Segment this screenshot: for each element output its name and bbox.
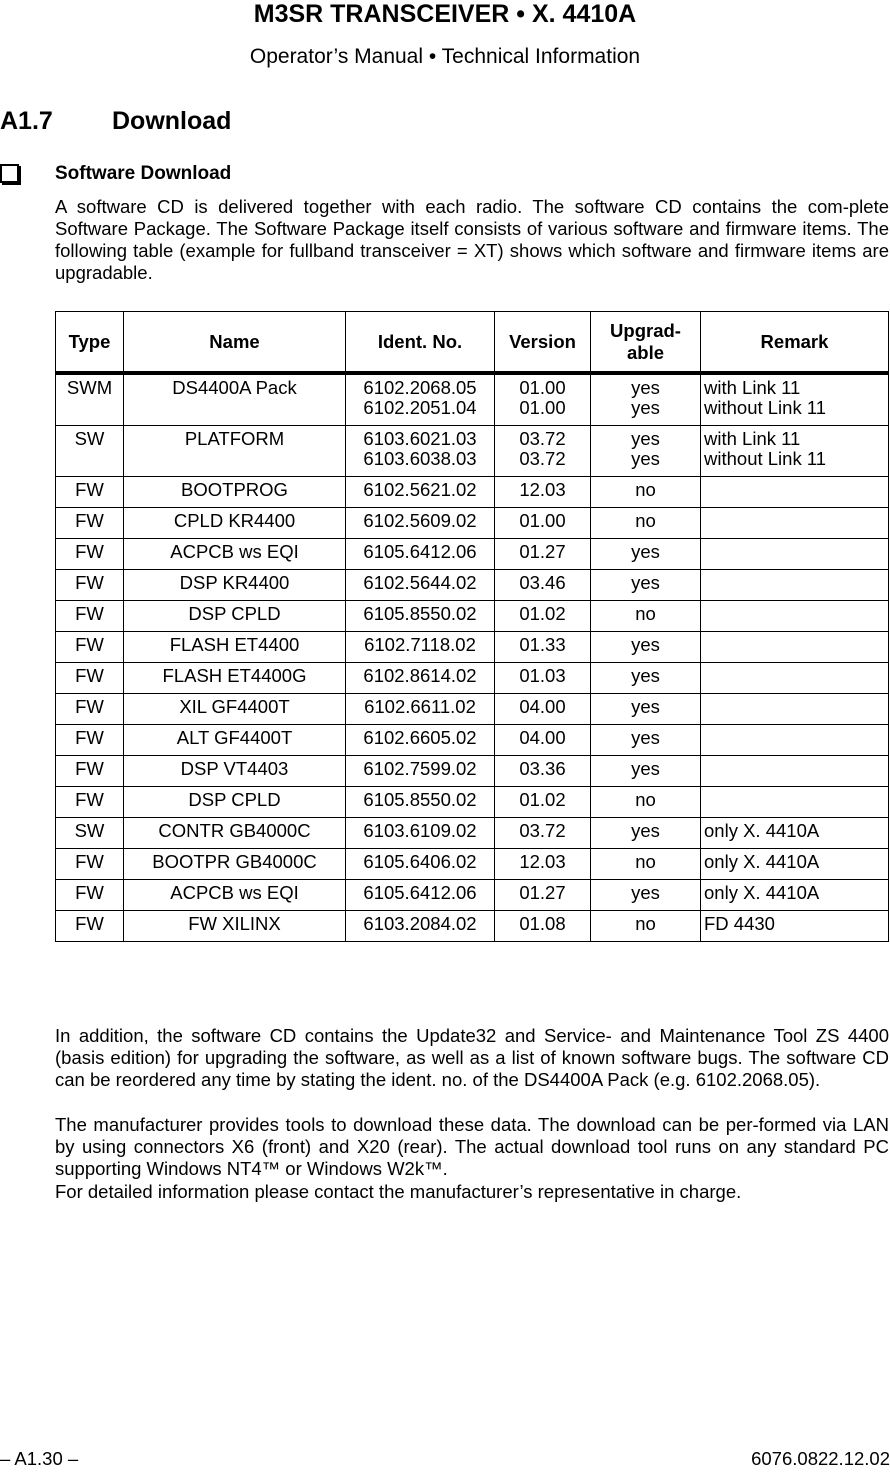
table-cell: FW (56, 694, 124, 725)
table-cell: yes (591, 694, 701, 725)
table-cell: ALT GF4400T (124, 725, 346, 756)
column-header: Upgrad- able (591, 312, 701, 374)
table-cell: 6105.8550.02 (346, 601, 495, 632)
table-cell: FLASH ET4400G (124, 663, 346, 694)
table-cell: FW (56, 756, 124, 787)
table-cell: CPLD KR4400 (124, 508, 346, 539)
table-row (56, 426, 889, 477)
table-row (56, 601, 889, 632)
table-cell (701, 725, 889, 756)
table-cell: 01.08 (495, 911, 591, 942)
table-cell: 01.02 (495, 787, 591, 818)
document-number: 6076.0822.12.02 (751, 1448, 890, 1469)
page-number: – A1.30 – (0, 1448, 79, 1469)
table-cell (701, 694, 889, 725)
table-cell: yes (591, 880, 701, 911)
table-cell: yes (591, 818, 701, 849)
table-cell: 6103.6021.03 6103.6038.03 (346, 426, 495, 477)
table-cell (701, 508, 889, 539)
section-title: Download (112, 107, 232, 135)
table-cell: only X. 4410A (701, 880, 889, 911)
table-cell: 12.03 (495, 849, 591, 880)
section-number: A1.7 (0, 107, 53, 135)
table-cell: FW (56, 508, 124, 539)
table-cell: FW (56, 632, 124, 663)
table-cell: 6102.6611.02 (346, 694, 495, 725)
table-cell: SW (56, 426, 124, 477)
table-cell: only X. 4410A (701, 849, 889, 880)
table-row (56, 477, 889, 508)
table-cell (701, 756, 889, 787)
table-cell: 01.00 01.00 (495, 373, 591, 426)
table-row (56, 632, 889, 663)
table-cell: DS4400A Pack (124, 373, 346, 426)
table-cell: yes (591, 570, 701, 601)
software-table (55, 311, 889, 942)
column-header: Ident. No. (346, 312, 495, 374)
table-cell: CONTR GB4000C (124, 818, 346, 849)
table-cell: 6103.2084.02 (346, 911, 495, 942)
table-row (56, 725, 889, 756)
column-header: Type (56, 312, 124, 374)
table-cell: FW (56, 539, 124, 570)
table-cell: SWM (56, 373, 124, 426)
table-cell: 6102.6605.02 (346, 725, 495, 756)
table-cell (701, 477, 889, 508)
section-heading (0, 107, 231, 136)
table-cell: 01.02 (495, 601, 591, 632)
table-cell: ACPCB ws EQI (124, 539, 346, 570)
table-cell: DSP CPLD (124, 601, 346, 632)
column-header: Version (495, 312, 591, 374)
table-cell: FD 4430 (701, 911, 889, 942)
table-cell: FW (56, 880, 124, 911)
table-cell: yes (591, 632, 701, 663)
table-row (56, 663, 889, 694)
table-cell: 6103.6109.02 (346, 818, 495, 849)
table-cell: PLATFORM (124, 426, 346, 477)
table-row (56, 756, 889, 787)
table-cell: 6102.5644.02 (346, 570, 495, 601)
table-cell: 6105.8550.02 (346, 787, 495, 818)
table-cell: ACPCB ws EQI (124, 880, 346, 911)
table-cell: 6102.5609.02 (346, 508, 495, 539)
table-cell: FW (56, 911, 124, 942)
table-cell: DSP KR4400 (124, 570, 346, 601)
table-cell: XIL GF4400T (124, 694, 346, 725)
table-row (56, 849, 889, 880)
table-cell: yes (591, 756, 701, 787)
subsection-heading (0, 163, 231, 185)
table-cell: FLASH ET4400 (124, 632, 346, 663)
table-cell: FW (56, 787, 124, 818)
table-cell: yes yes (591, 373, 701, 426)
table-cell (701, 787, 889, 818)
table-cell: 03.72 (495, 818, 591, 849)
table-cell: 12.03 (495, 477, 591, 508)
table-cell: with Link 11 without Link 11 (701, 426, 889, 477)
table-cell: FW (56, 477, 124, 508)
table-cell: 6102.8614.02 (346, 663, 495, 694)
intro-paragraph: A software CD is delivered together with each radio. The software CD contains the com-plete Software Package. The Software Package itself consists of various software and firmware items. The following table (example for fullband transceiver = XT) shows which software and firmware items are upgradable. (55, 196, 889, 283)
table-row (56, 694, 889, 725)
table-cell: 6105.6412.06 (346, 539, 495, 570)
table-cell: no (591, 787, 701, 818)
table-cell: FW (56, 725, 124, 756)
document-header-subtitle: Operator’s Manual • Technical Information (249, 45, 641, 68)
table-cell: FW (56, 663, 124, 694)
table-cell (701, 570, 889, 601)
table-cell: yes (591, 663, 701, 694)
table-cell: no (591, 601, 701, 632)
table-cell: DSP CPLD (124, 787, 346, 818)
table-cell: 6102.7599.02 (346, 756, 495, 787)
table-cell: 03.46 (495, 570, 591, 601)
table-cell: 6105.6412.06 (346, 880, 495, 911)
table-cell: no (591, 849, 701, 880)
table-cell: BOOTPR GB4000C (124, 849, 346, 880)
table-cell: no (591, 911, 701, 942)
table-row (56, 787, 889, 818)
table-row (56, 508, 889, 539)
table-cell: 04.00 (495, 694, 591, 725)
table-cell: SW (56, 818, 124, 849)
table-cell: 01.27 (495, 539, 591, 570)
table-cell: yes (591, 725, 701, 756)
table-row (56, 880, 889, 911)
table-cell: FW (56, 570, 124, 601)
table-cell: 01.03 (495, 663, 591, 694)
table-cell: 04.00 (495, 725, 591, 756)
table-cell: 01.00 (495, 508, 591, 539)
table-header-row (56, 312, 889, 374)
paragraph-contact: For detailed information please contact the manufacturer’s representative in charge. (55, 1181, 742, 1202)
table-row (56, 373, 889, 426)
table-cell: yes yes (591, 426, 701, 477)
table-cell: 01.33 (495, 632, 591, 663)
table-cell: 6105.6406.02 (346, 849, 495, 880)
table-cell: 6102.5621.02 (346, 477, 495, 508)
table-row (56, 818, 889, 849)
table-cell: only X. 4410A (701, 818, 889, 849)
column-header: Remark (701, 312, 889, 374)
paragraph-manufacturer: The manufacturer provides tools to download these data. The download can be per-formed via LAN by using connectors X6 (front) and X20 (rear). The actual download tool runs on any standard PC supporting Windows NT4™ or Windows W2k™. (55, 1114, 889, 1179)
table-cell: FW XILINX (124, 911, 346, 942)
table-cell: 03.36 (495, 756, 591, 787)
table-row (56, 539, 889, 570)
table-cell: 01.27 (495, 880, 591, 911)
table-cell (701, 632, 889, 663)
table-cell: DSP VT4403 (124, 756, 346, 787)
subsection-title: Software Download (55, 163, 232, 184)
table-cell: 6102.7118.02 (346, 632, 495, 663)
table-cell: with Link 11 without Link 11 (701, 373, 889, 426)
table-cell (701, 663, 889, 694)
checkbox-bullet-icon (0, 164, 19, 183)
table-row (56, 911, 889, 942)
table-cell: FW (56, 601, 124, 632)
table-cell: yes (591, 539, 701, 570)
table-row (56, 570, 889, 601)
paragraph-additional: In addition, the software CD contains the Update32 and Service- and Maintenance Tool ZS 4400 (basis edition) for upgrading the software, as well as a list of known software bugs. The software CD can be reordered any time by stating the ident. no. of the DS4400A Pack (e.g. 6102.2068.05). (55, 1025, 889, 1090)
table-cell: BOOTPROG (124, 477, 346, 508)
table-cell: 03.72 03.72 (495, 426, 591, 477)
table-cell: no (591, 508, 701, 539)
table-cell: no (591, 477, 701, 508)
table-cell (701, 601, 889, 632)
table-cell (701, 539, 889, 570)
column-header: Name (124, 312, 346, 374)
document-header-title: M3SR TRANSCEIVER • X. 4410A (253, 0, 637, 28)
table-cell: 6102.2068.05 6102.2051.04 (346, 373, 495, 426)
table-cell: FW (56, 849, 124, 880)
